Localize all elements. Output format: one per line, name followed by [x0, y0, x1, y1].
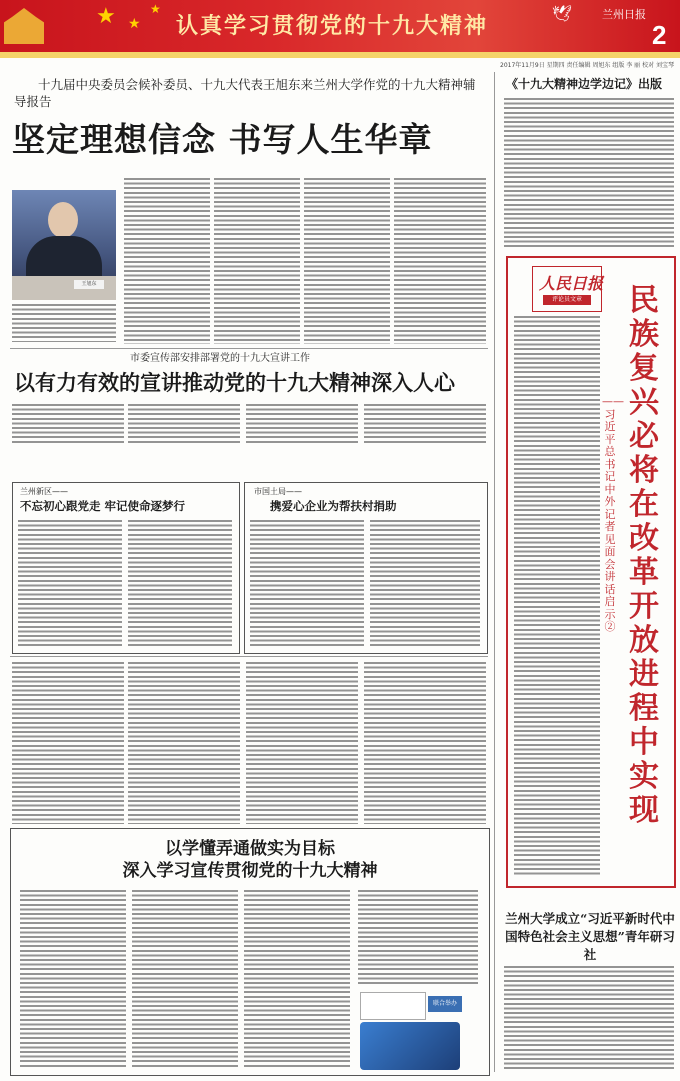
body-text — [244, 890, 350, 1068]
body-text — [364, 662, 486, 824]
body-text — [250, 520, 364, 646]
page-banner — [0, 0, 680, 52]
body-text — [20, 890, 126, 1068]
body-text — [246, 404, 358, 444]
body-text — [12, 404, 124, 444]
masthead-text: 人民日报 — [539, 274, 604, 293]
box-left-headline: 不忘初心跟党走 牢记使命逐梦行 — [20, 499, 186, 513]
co-host-label: 联合举办 — [428, 996, 462, 1012]
peoples-daily-masthead — [532, 266, 602, 312]
body-text — [394, 178, 486, 344]
tiananmen-icon — [4, 8, 44, 44]
star-icon: ★ — [150, 2, 161, 16]
body-text — [128, 520, 232, 646]
co-host-badge — [360, 992, 464, 1072]
second-headline: 以有力有效的宣讲推动党的十九大精神深入人心 — [14, 370, 455, 395]
body-text — [358, 890, 478, 986]
body-text — [124, 178, 210, 344]
body-text — [18, 520, 122, 646]
dove-icon: 🕊 — [552, 4, 573, 23]
sidebar-top-headline: 《十九大精神边学边记》出版 — [506, 77, 663, 91]
section-divider — [10, 348, 488, 349]
feature-headline-1: 以学懂弄通做实为目标 — [165, 839, 335, 859]
speaker-photo — [12, 190, 116, 300]
body-text — [504, 966, 674, 1070]
star-icon: ★ — [96, 4, 116, 29]
banner-title: 认真学习贯彻党的十九大精神 — [176, 13, 489, 39]
column-divider — [494, 72, 495, 1072]
feature-headline-2: 深入学习宣传贯彻党的十九大精神 — [122, 861, 378, 881]
box-right-headline: 携爱心企业为帮扶村捐助 — [270, 499, 397, 513]
body-text — [132, 890, 238, 1068]
co-host-logos — [360, 992, 426, 1020]
sidebar-bottom-headline: 兰州大学成立“习近平新时代中国特色社会主义思想”青年研习社 — [505, 911, 675, 962]
promo-graphic — [360, 1022, 460, 1070]
body-text — [370, 520, 480, 646]
body-text — [504, 98, 674, 248]
lead-headline: 坚定理想信念 书写人生华章 — [12, 120, 433, 159]
photo-caption — [12, 304, 116, 342]
newspaper-logo: 兰州日报 — [602, 8, 646, 21]
dateline: 2017年11月9日 星期四 责任编辑 周旭东 组版 李 丽 校对 刘宝琴 — [500, 62, 674, 69]
body-text — [364, 404, 486, 444]
section-divider — [10, 656, 488, 657]
body-text — [128, 662, 240, 824]
body-text — [12, 662, 124, 824]
page-number: 2 — [652, 20, 667, 50]
column-tag: 评论员文章 — [543, 295, 591, 305]
lead-kicker: 十九届中央委员会候补委员、十九大代表王旭东来兰州大学作党的十九大精神辅导报告 — [14, 77, 476, 109]
body-text — [514, 316, 600, 876]
photo-nameplate: 王旭东 — [74, 280, 104, 289]
commentary-subhead: ——习近平总书记中外记者见面会讲话启示② — [602, 395, 624, 633]
commentary-headline: 民族复兴必将在改革开放进程中实现 — [629, 283, 659, 828]
star-icon: ★ — [128, 16, 141, 32]
body-text — [246, 662, 358, 824]
second-kicker: 市委宣传部安排部署党的十九大宣讲工作 — [130, 353, 310, 364]
body-text — [304, 178, 390, 344]
body-text — [214, 178, 300, 344]
box-left-tag: 兰州新区—— — [20, 487, 68, 496]
body-text — [128, 404, 240, 444]
banner-strip — [0, 52, 680, 58]
box-right-tag: 市国土局—— — [254, 487, 302, 496]
